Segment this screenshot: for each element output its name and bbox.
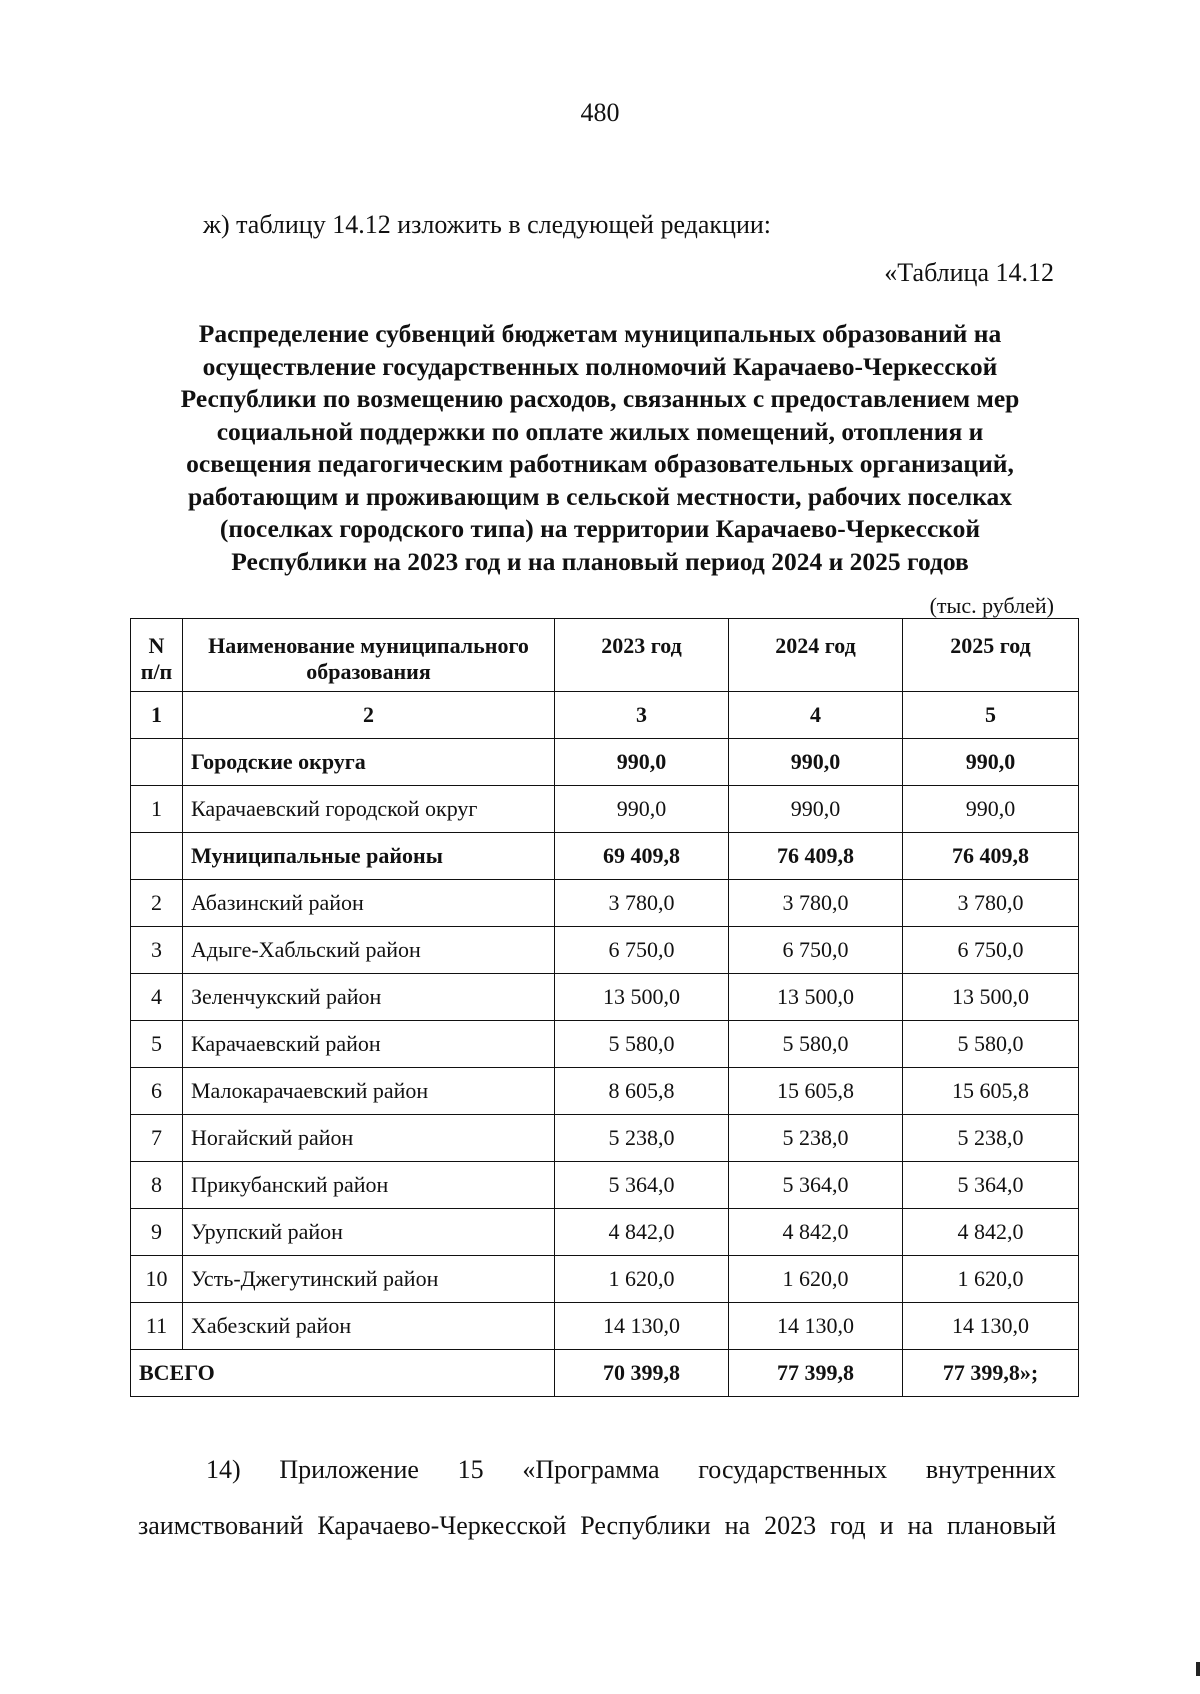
row-number: 11 [131, 1303, 183, 1350]
units-note: (тыс. рублей) [929, 593, 1054, 618]
row-number [131, 739, 183, 786]
value-2024: 13 500,0 [729, 974, 903, 1021]
municipality-name: Абазинский район [183, 880, 555, 927]
subsidy-table [130, 618, 1079, 1397]
municipality-name: Хабезский район [183, 1303, 555, 1350]
value-2024: 14 130,0 [729, 1303, 903, 1350]
municipality-name: Усть-Джегутинский район [183, 1256, 555, 1303]
column-number: 2 [183, 692, 555, 739]
total-row [131, 1350, 1079, 1397]
value-2025: 5 364,0 [903, 1162, 1079, 1209]
header-2024: 2024 год [729, 619, 903, 692]
header-name [183, 619, 555, 692]
header-n [131, 619, 183, 692]
municipality-name: Урупский район [183, 1209, 555, 1256]
header-2025: 2025 год [903, 619, 1079, 692]
column-number: 1 [131, 692, 183, 739]
value-2025: 6 750,0 [903, 927, 1079, 974]
table-row [131, 1209, 1079, 1256]
header-n-line2: п/п [140, 659, 173, 684]
value-2025: 1 620,0 [903, 1256, 1079, 1303]
table-row [131, 1021, 1079, 1068]
title-line: осуществление государственных полномочий Карачаево-Черкесской [202, 351, 998, 381]
table-header-row [131, 619, 1079, 692]
row-number [131, 833, 183, 880]
header-n-line1: N [148, 633, 165, 658]
row-number: 2 [131, 880, 183, 927]
table-row [131, 1115, 1079, 1162]
page-number: 480 [580, 98, 620, 127]
header-name-line1: Наименование муниципального [208, 633, 529, 658]
table-row [131, 833, 1079, 880]
value-2024: 3 780,0 [729, 880, 903, 927]
column-number-row [131, 692, 1079, 739]
value-2023: 5 364,0 [555, 1162, 729, 1209]
value-2024: 76 409,8 [729, 833, 903, 880]
value-2023: 13 500,0 [555, 974, 729, 1021]
table-label: «Таблица 14.12 [884, 258, 1054, 287]
total-label: ВСЕГО [131, 1350, 555, 1397]
row-number: 5 [131, 1021, 183, 1068]
value-2023: 8 605,8 [555, 1068, 729, 1115]
column-number: 3 [555, 692, 729, 739]
table-row [131, 739, 1079, 786]
value-2023: 4 842,0 [555, 1209, 729, 1256]
value-2024: 5 238,0 [729, 1115, 903, 1162]
table-row [131, 1256, 1079, 1303]
value-2023: 5 238,0 [555, 1115, 729, 1162]
value-2024: 990,0 [729, 739, 903, 786]
paragraph-line-2: заимствований Карачаево-Черкесской Республики на 2023 год и на плановый [138, 1511, 1056, 1540]
municipality-name: Карачаевский район [183, 1021, 555, 1068]
row-number: 10 [131, 1256, 183, 1303]
table-row [131, 974, 1079, 1021]
title-line: социальной поддержки по оплате жилых помещений, отопления и [216, 416, 984, 446]
row-number: 3 [131, 927, 183, 974]
header-2023: 2023 год [555, 619, 729, 692]
value-2024: 4 842,0 [729, 1209, 903, 1256]
row-number: 8 [131, 1162, 183, 1209]
table-row [131, 1303, 1079, 1350]
value-2023: 990,0 [555, 739, 729, 786]
row-number: 9 [131, 1209, 183, 1256]
header-name-line2: образования [306, 659, 431, 684]
title-line: Республики на 2023 год и на плановый период 2024 и 2025 годов [231, 546, 969, 576]
row-number: 4 [131, 974, 183, 1021]
value-2023: 69 409,8 [555, 833, 729, 880]
municipality-name: Муниципальные районы [183, 833, 555, 880]
municipality-name: Прикубанский район [183, 1162, 555, 1209]
value-2025: 990,0 [903, 739, 1079, 786]
total-value-2023: 70 399,8 [555, 1350, 729, 1397]
value-2025: 76 409,8 [903, 833, 1079, 880]
column-number: 4 [729, 692, 903, 739]
title-line: (поселках городского типа) на территории Карачаево-Черкесской [219, 514, 981, 543]
value-2023: 3 780,0 [555, 880, 729, 927]
value-2024: 5 364,0 [729, 1162, 903, 1209]
title-line: Республики по возмещению расходов, связанных с предоставлением мер [180, 384, 1020, 413]
row-number: 1 [131, 786, 183, 833]
value-2024: 5 580,0 [729, 1021, 903, 1068]
column-number: 5 [903, 692, 1079, 739]
table-row [131, 927, 1079, 974]
value-2023: 14 130,0 [555, 1303, 729, 1350]
municipality-name: Ногайский район [183, 1115, 555, 1162]
value-2025: 5 580,0 [903, 1021, 1079, 1068]
value-2023: 6 750,0 [555, 927, 729, 974]
title-line: Распределение субвенций бюджетам муниципальных образований на [198, 319, 1002, 348]
value-2025: 15 605,8 [903, 1068, 1079, 1115]
table-title [120, 318, 1080, 578]
value-2024: 15 605,8 [729, 1068, 903, 1115]
municipality-name: Малокарачаевский район [183, 1068, 555, 1115]
value-2023: 1 620,0 [555, 1256, 729, 1303]
municipality-name: Городские округа [183, 739, 555, 786]
value-2024: 990,0 [729, 786, 903, 833]
table-row [131, 1162, 1079, 1209]
value-2025: 5 238,0 [903, 1115, 1079, 1162]
amendment-intro: ж) таблицу 14.12 изложить в следующей редакции: [203, 210, 772, 239]
title-line: освещения педагогическим работникам образовательных организаций, [186, 449, 1014, 478]
scan-edge-mark [1196, 1662, 1200, 1676]
municipality-name: Адыге-Хабльский район [183, 927, 555, 974]
row-number: 6 [131, 1068, 183, 1115]
municipality-name: Зеленчукский район [183, 974, 555, 1021]
title-line: работающим и проживающим в сельской местности, рабочих поселках [187, 481, 1013, 511]
total-value-2025: 77 399,8»; [903, 1350, 1079, 1397]
table-row [131, 786, 1079, 833]
value-2023: 5 580,0 [555, 1021, 729, 1068]
municipality-name: Карачаевский городской округ [183, 786, 555, 833]
paragraph-line-1: 14) Приложение 15 «Программа государственных внутренних [206, 1455, 1056, 1484]
table-row [131, 880, 1079, 927]
value-2024: 1 620,0 [729, 1256, 903, 1303]
value-2023: 990,0 [555, 786, 729, 833]
value-2025: 3 780,0 [903, 880, 1079, 927]
value-2025: 14 130,0 [903, 1303, 1079, 1350]
value-2025: 990,0 [903, 786, 1079, 833]
table-row [131, 1068, 1079, 1115]
row-number: 7 [131, 1115, 183, 1162]
value-2024: 6 750,0 [729, 927, 903, 974]
total-value-2024: 77 399,8 [729, 1350, 903, 1397]
value-2025: 4 842,0 [903, 1209, 1079, 1256]
value-2025: 13 500,0 [903, 974, 1079, 1021]
